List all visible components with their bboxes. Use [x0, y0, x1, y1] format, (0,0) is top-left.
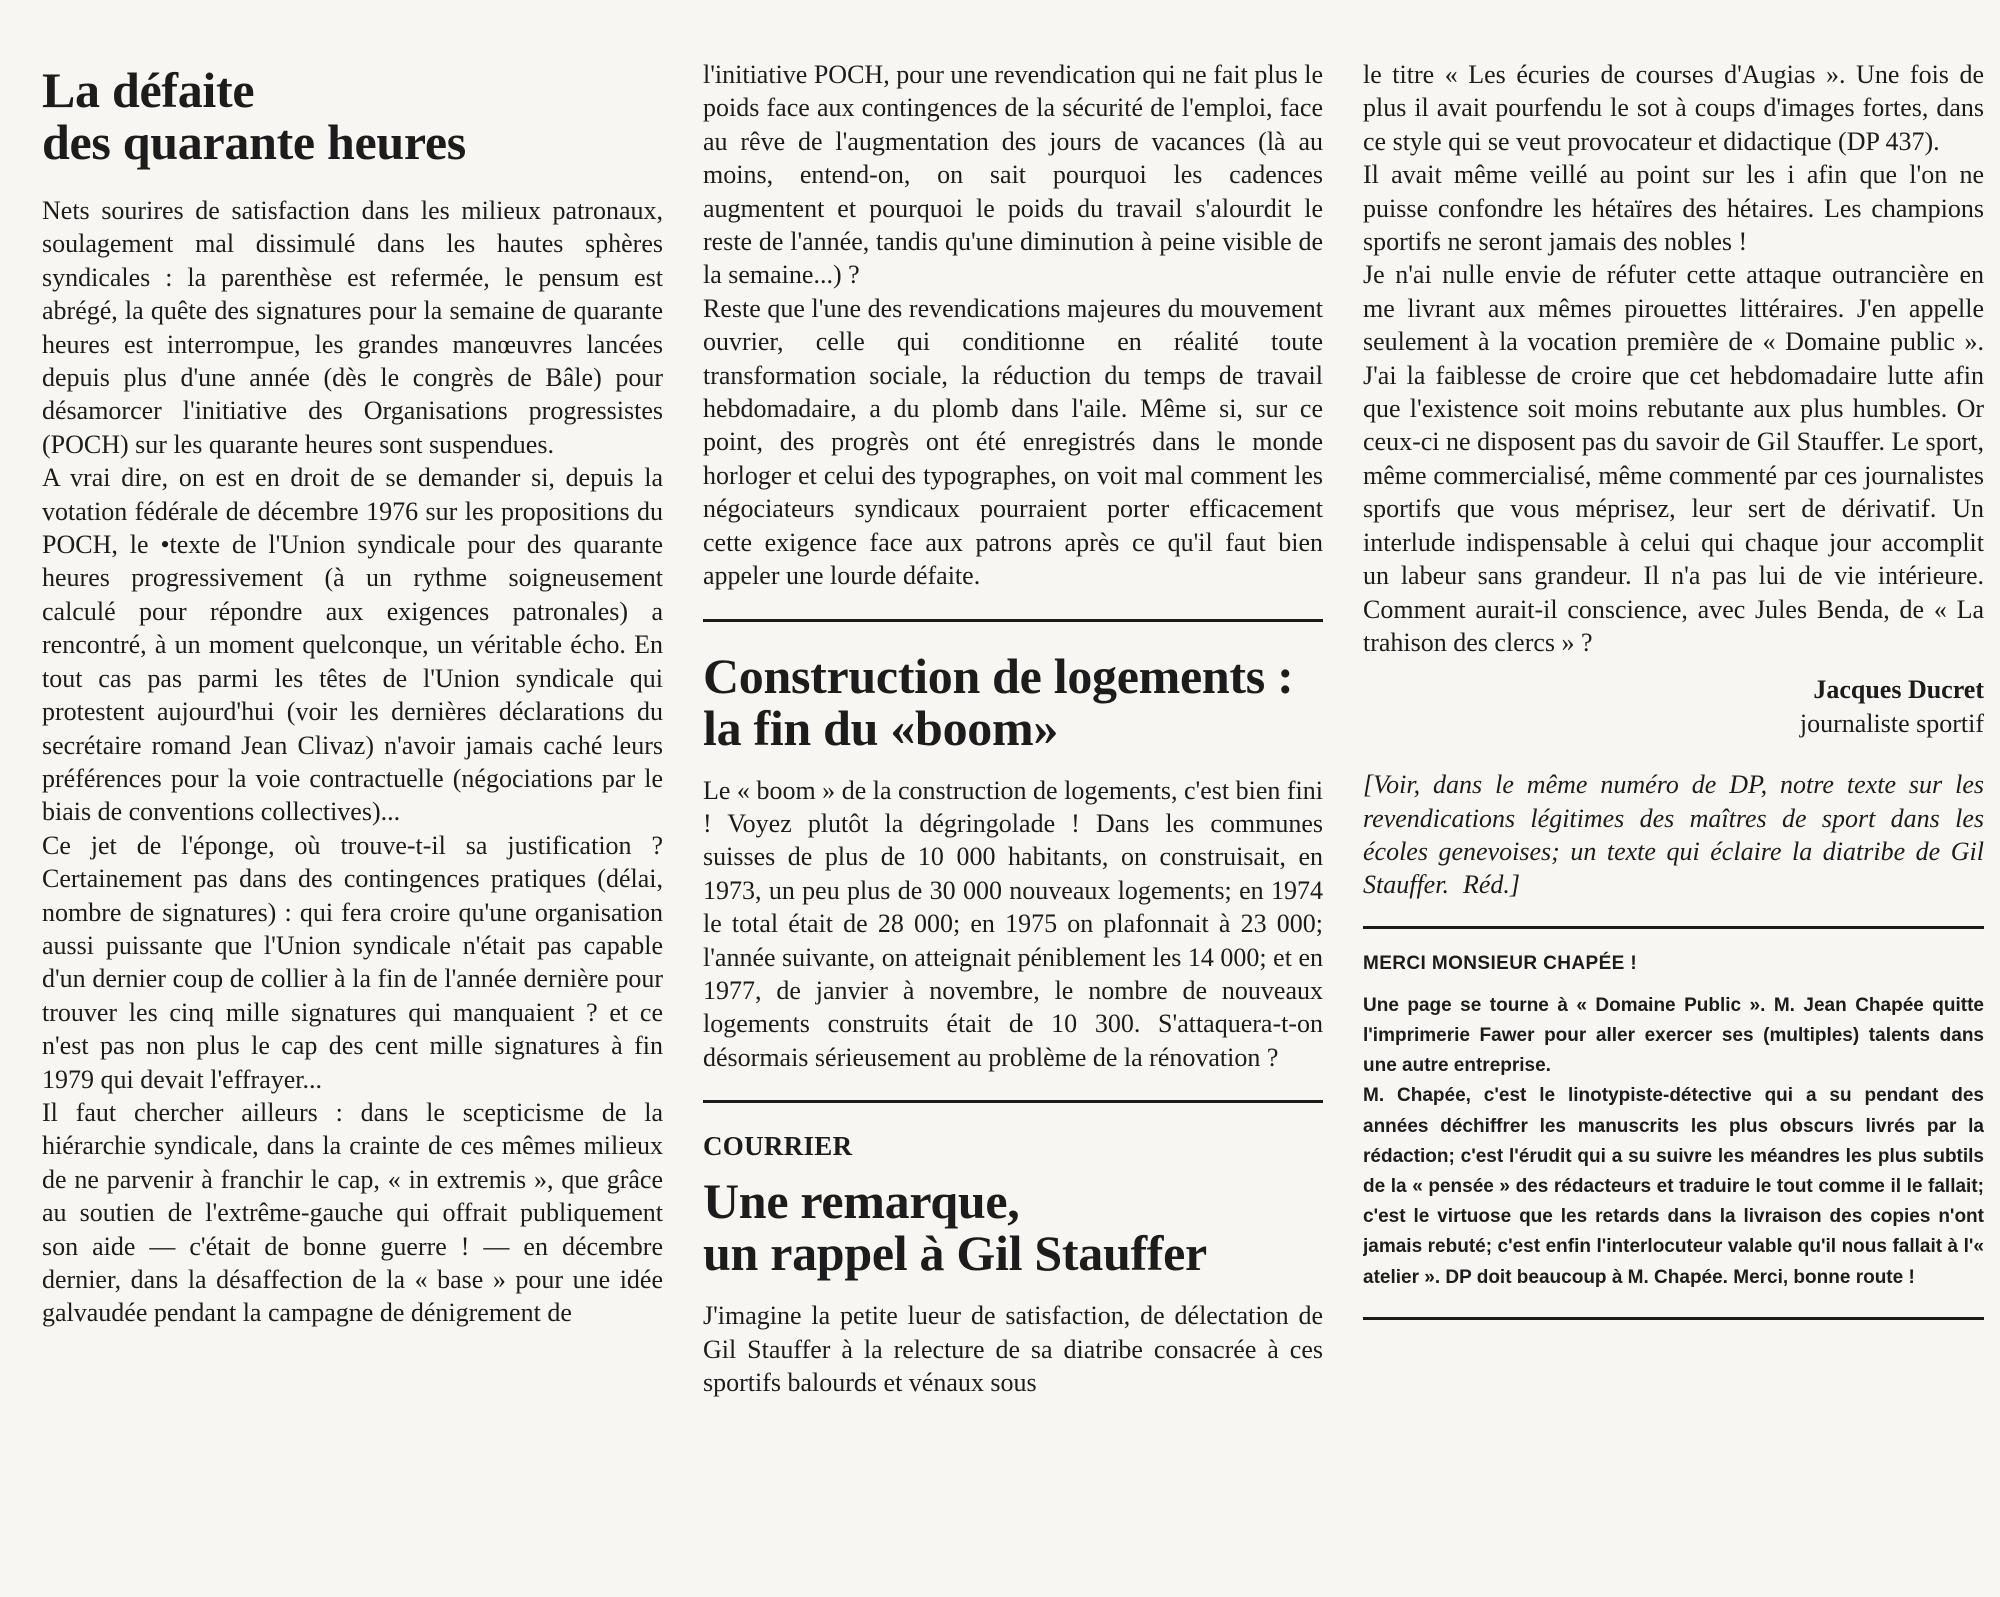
paragraph: Reste que l'une des revendications majeures du mouvement ouvrier, celle qui conditionne en réalité toute transformation sociale, la réduction du temps de travail hebdomadaire, a du plomb dans l'aile. Même si, sur ce point, des progrès ont été enregistrés dans le monde horloger et celui des typographes, on voit mal comment les négociateurs syndicaux pourraient porter efficacement cette exigence face aux patrons après ce qu'il faut bien appeler une lourde défaite. — [703, 293, 1323, 591]
editor-note-text: [Voir, dans le même numéro de DP, notre texte sur les revendications légitimes des maîtres de sport dans les écoles genevoises; un texte qui éclaire la diatribe de Gil Stauffer. — [1363, 770, 1984, 900]
paragraph: Ce jet de l'éponge, où trouve-t-il sa justification ? Certainement pas dans des contingences pratiques (délai, nombre de signatures) : qui fera croire qu'une organisation aussi puissante que l'Union syndicale n'était pas capable d'un dernier coup de collier à la fin de l'année dernière pour trouver les cinq mille signatures qui manquaient ? et ce n'est pas non plus le cap des cent mille signatures à fin 1979 qui devait l'effrayer... — [42, 830, 663, 1094]
headline-line: un rappel à Gil Stauffer — [703, 1225, 1207, 1282]
headline-remarque — [703, 1173, 1323, 1282]
column-1 — [42, 58, 663, 1597]
editor-note — [1363, 768, 1984, 902]
paragraph: J'imagine la petite lueur de satisfaction, de délectation de Gil Stauffer à la relecture de sa diatribe consacrée à ces sportifs balourds et vénaux sous — [703, 1301, 1323, 1397]
headline-line: des quarante heures — [42, 114, 466, 170]
paragraph: le titre « Les écuries de courses d'Augias ». Une fois de plus il avait pourfendu le sot à coups d'images fortes, dans ce style qui se veut provocateur et didactique (DP 437). — [1363, 60, 1984, 156]
paragraph: Il avait même veillé au point sur les i afin que l'on ne puisse confondre les hétaïres des hétaires. Les champions sportifs ne seront jamais des nobles ! — [1363, 160, 1984, 257]
headline-quarante-heures — [42, 64, 663, 168]
headline-line: Une remarque, — [703, 1173, 1020, 1230]
merci-paragraph: M. Chapée, c'est le linotypiste-détective qui a su pendant des années déchiffrer les manuscrits les plus obscurs livrés par la rédaction; c'est l'érudit qui a su suivre les méandres les plus subtils de la « pensée » des rédacteurs et traduire le tout comme il le fallait; c'est le virtuose que les retards dans la livraison des copies n'ont jamais rebuté; c'est enfin l'interlocuteur valable qu'il nous fallait à l'« atelier ». DP doit beaucoup à M. Chapée. Merci, bonne route ! — [1363, 1085, 1984, 1288]
section-divider — [703, 619, 1323, 622]
column-2 — [703, 58, 1323, 1597]
paragraph: Il faut chercher ailleurs : dans le scepticisme de la hiérarchie syndicale, dans la crainte de ces mêmes milieux de ne parvenir à franchir le cap, « in extremis », que grâce au soutien de l'extrême-gauche qui offrait publiquement son aide — c'était de bonne guerre ! — en décembre dernier, dans la désaffection de la « base » pour une idée galvaudée pendant la campagne de dénigrement de — [42, 1097, 663, 1328]
editor-note-red: Réd.] — [1462, 870, 1520, 900]
merci-paragraph: Une page se tourne à « Domaine Public ». M. Jean Chapée quitte l'imprimerie Fawer pour aller exercer ses (multiples) talents dans une autre entreprise. — [1363, 994, 1984, 1077]
section-label-courrier: COURRIER — [703, 1131, 853, 1162]
paragraph: A vrai dire, on est en droit de se demander si, depuis la votation fédérale de décembre 1976 sur les propositions du POCH, le •texte de l'Union syndicale pour des quarante heures progressivement (à un rythme soigneusement calculé pour répondre aux exigences patronales) a rencontré, à un moment quelconque, un véritable écho. En tout cas pas parmi les têtes de l'Union syndicale qui protestent aujourd'hui (voir les dernières déclarations du secrétaire romand Jean Clivaz) n'avoir jamais caché leurs préférences pour la voie contractuelle (négociations par le biais de conventions collectives)... — [42, 463, 663, 827]
paragraph: Nets sourires de satisfaction dans les milieux patronaux, soulagement mal dissimulé dans les hautes sphères syndicales : la parenthèse est refermée, le pensum est abrégé, la quête des signatures pour la semaine de quarante heures est interrompue, les grandes manœuvres lancées depuis plus d'une année (dès le congrès de Bâle) pour désamorcer l'initiative des Organisations progressistes (POCH) sur les quarante heures sont suspendues. — [42, 196, 663, 459]
signature — [1363, 673, 1984, 740]
headline-line: la fin du «boom» — [703, 699, 1059, 756]
merci-title: MERCI MONSIEUR CHAPÉE ! — [1363, 952, 1638, 974]
column-3 — [1363, 58, 1984, 1597]
paragraph: Je n'ai nulle envie de réfuter cette attaque outrancière en me livrant aux mêmes pirouettes littéraires. J'en appelle seulement à la vocation première de « Domaine public ». J'ai la faiblesse de croire que cet hebdomadaire lutte afin que l'existence soit moins rebutante aux plus humbles. Or ceux-ci ne disposent pas du savoir de Gil Stauffer. Le sport, même commercialisé, même commenté par ces journalistes sportifs que vous méprisez, leur sert de dérivatif. Un interlude indispensable à celui qui chaque jour accomplit un labeur sans grandeur. Il n'a pas lui de vie intérieure. Comment aurait-il conscience, avec Jules Benda, de « La trahison des clercs » ? — [1363, 260, 1984, 657]
headline-logements — [703, 647, 1323, 756]
section-divider — [1363, 926, 1984, 929]
paragraph: Le « boom » de la construction de logements, c'est bien fini ! Voyez plutôt la dégringolade ! Dans les communes suisses de plus de 10 000 habitants, on construisait, en 1973, un peu plus de 30 000 nouveaux logements; en 1974 le total était de 28 000; en 1975 on plafonnait à 23 000; l'année suivante, on atteignait péniblement les 14 000; et en 1977, de janvier à novembre, le nombre de nouveaux logements construits était de 10 300. S'attaquera-t-on désormais sérieusement au problème de la rénovation ? — [703, 775, 1323, 1072]
headline-line: Construction de logements : — [703, 647, 1294, 704]
section-divider — [1363, 1317, 1984, 1320]
signature-name: Jacques Ducret — [1813, 675, 1984, 705]
paragraph: l'initiative POCH, pour une revendication qui ne fait plus le poids face aux contingences de la sécurité de l'emploi, face au rêve de l'augmentation des jours de vacances (là au moins, entend-on, on sait pourquoi les cadences augmentent et pourquoi le poids du travail s'alourdit le reste de l'année, tandis qu'une diminution à peine visible de la semaine...) ? — [703, 60, 1323, 290]
signature-role: journaliste sportif — [1799, 708, 1984, 738]
headline-line: La défaite — [42, 62, 255, 118]
section-divider — [703, 1100, 1323, 1103]
